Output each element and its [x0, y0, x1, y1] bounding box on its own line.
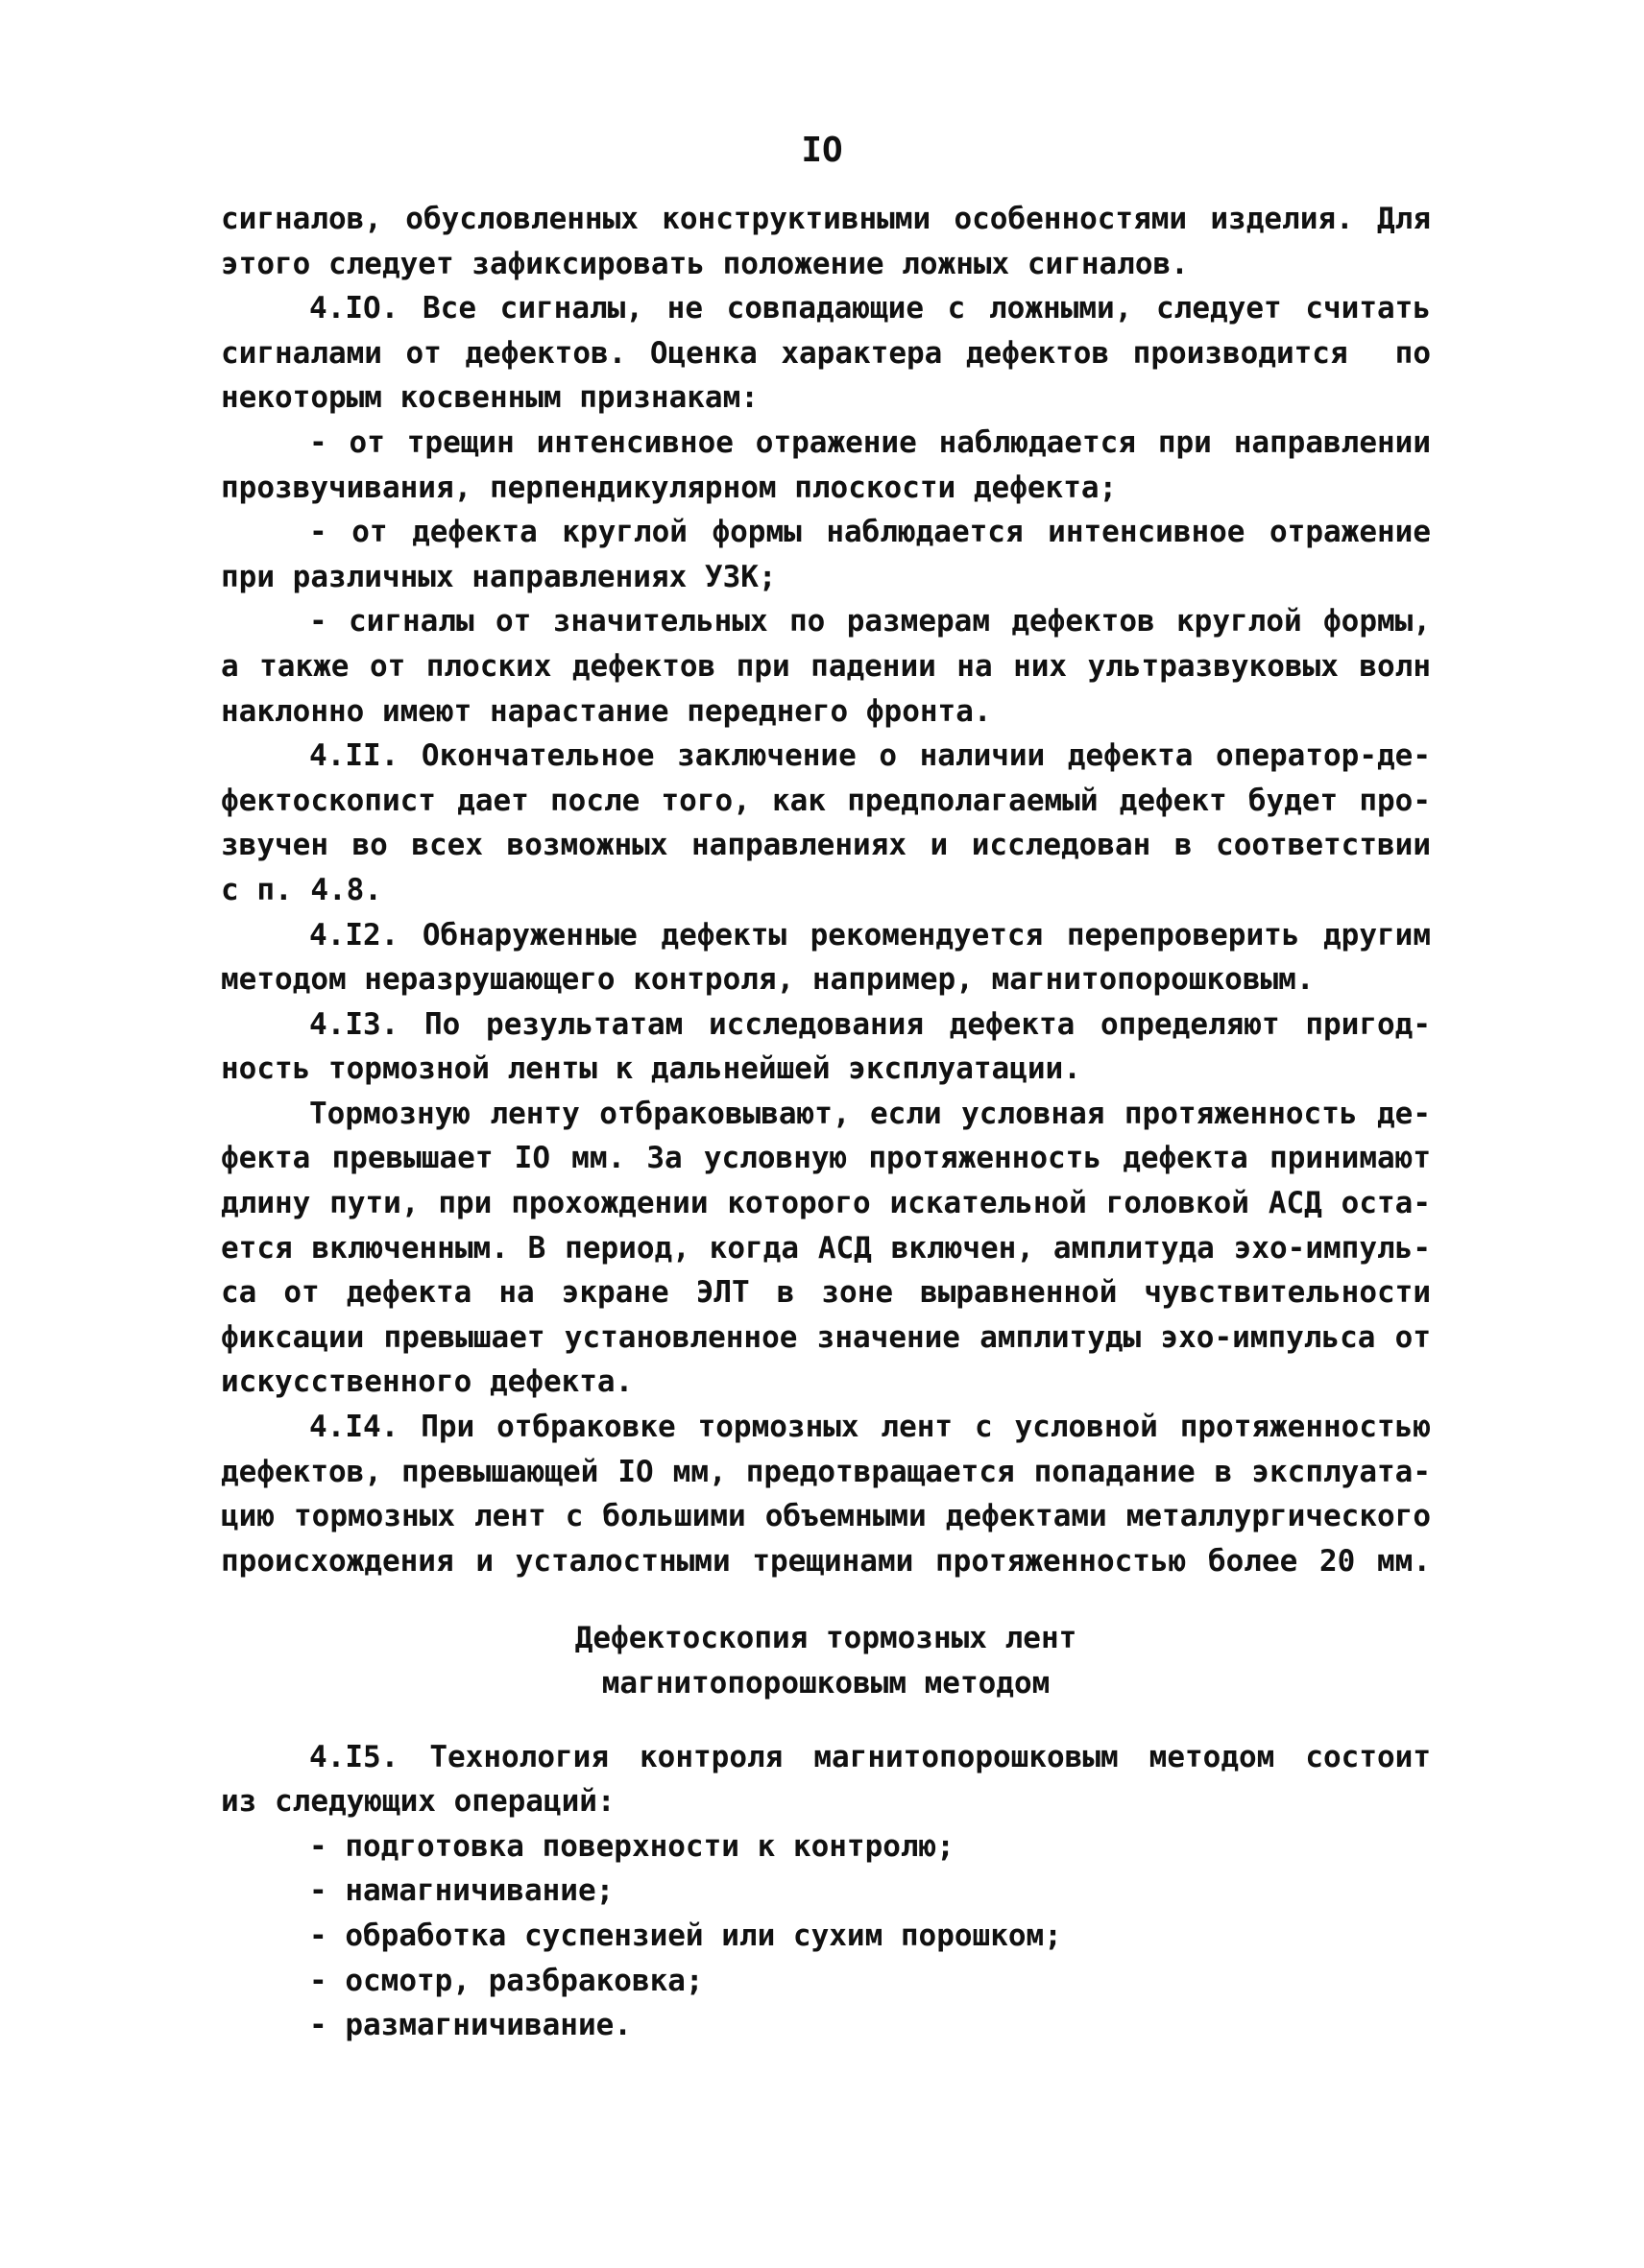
text-line: звучен во всех возможных направлениях и исследован в соответствии	[221, 828, 1431, 863]
text-line: 4.I2. Обнаруженные дефекты рекомендуется перепроверить другим	[309, 917, 1431, 953]
text-line: цию тормозных лент с большими объемными дефектами металлургического	[221, 1499, 1431, 1534]
text-line: фиксации превышает установленное значение амплитуды эхо-импульса от	[221, 1319, 1431, 1355]
text-line: с п. 4.8.	[221, 872, 382, 907]
text-line: 4.IO. Все сигналы, не совпадающие с ложными, следует считать	[309, 291, 1431, 326]
paragraphs-section-4-10-to-4-14	[221, 197, 1431, 1583]
text-line: 4.I4. При отбраковке тормозных лент с условной протяженностью	[309, 1410, 1431, 1445]
text-line: 4.I5. Технология контроля магнитопорошковым методом состоит	[309, 1739, 1431, 1774]
text-line: сигналов, обусловленных конструктивными особенностями изделия. Для	[221, 202, 1431, 236]
spacer	[221, 1706, 1431, 1735]
text-line: искусственного дефекта.	[221, 1364, 634, 1400]
text-line: фекта превышает IO мм. За условную протяженность дефекта принимают	[221, 1141, 1431, 1176]
heading-line: Дефектоскопия тормозных лент	[574, 1621, 1077, 1656]
text-line: - осмотр, разбраковка;	[309, 1963, 704, 1998]
paragraph-section-4-15	[221, 1735, 1431, 2048]
text-line: ется включенным. В период, когда АСД включен, амплитуда эхо-импуль-	[221, 1230, 1431, 1266]
text-line: 4.I3. По результатам исследования дефекта определяют пригод-	[309, 1006, 1431, 1042]
section-heading	[221, 1616, 1431, 1705]
text-line: - обработка суспензией или сухим порошком;	[309, 1918, 1062, 1953]
text-line: при различных направлениях УЗК;	[221, 559, 777, 594]
text-line: этого следует зафиксировать положение ложных сигналов.	[221, 246, 1189, 281]
text-line: фектоскопист дает после того, как предполагаемый дефект будет про-	[221, 783, 1431, 818]
text-line: - размагничивание.	[309, 2008, 632, 2043]
text-line: прозвучивания, перпендикулярном плоскости дефекта;	[221, 470, 1118, 505]
text-line: а также от плоских дефектов при падении на них ультразвуковых волн	[221, 648, 1431, 684]
body-text	[221, 197, 1431, 2048]
text-line: - сигналы от значительных по размерам дефектов круглой формы,	[309, 604, 1431, 639]
text-line: сигналами от дефектов. Оценка характера дефектов производится по	[221, 335, 1431, 371]
heading-line: магнитопорошковым методом	[601, 1666, 1051, 1701]
page-number: IO	[801, 131, 843, 170]
spacer	[221, 1583, 1431, 1616]
text-line: наклонно имеют нарастание переднего фронта.	[221, 693, 992, 729]
text-line: ность тормозной ленты к дальнейшей эксплуатации.	[221, 1051, 1081, 1087]
text-line: - от дефекта круглой формы наблюдается интенсивное отражение	[309, 515, 1431, 550]
text-line: са от дефекта на экране ЭЛТ в зоне выравненной чувствительности	[221, 1275, 1431, 1311]
text-line: длину пути, при прохождении которого искательной головкой АСД оста-	[221, 1186, 1431, 1221]
text-line: - от трещин интенсивное отражение наблюдается при направлении	[309, 424, 1431, 460]
text-line: дефектов, превышающей IO мм, предотвращается попадание в эксплуата-	[221, 1454, 1431, 1489]
text-line: некоторым косвенным признакам:	[221, 380, 759, 416]
text-line: - намагничивание;	[309, 1873, 615, 1909]
text-line: происхождения и усталостными трещинами протяженностью более 20 мм.	[221, 1543, 1431, 1579]
text-line: - подготовка поверхности к контролю;	[309, 1828, 955, 1864]
text-line: методом неразрушающего контроля, например, магнитопорошковым.	[221, 962, 1315, 998]
text-line: 4.II. Окончательное заключение о наличии дефекта оператор-де-	[309, 738, 1431, 774]
text-line: Тормозную ленту отбраковывают, если условная протяженность де-	[309, 1096, 1431, 1131]
text-line: из следующих операций:	[221, 1784, 616, 1820]
